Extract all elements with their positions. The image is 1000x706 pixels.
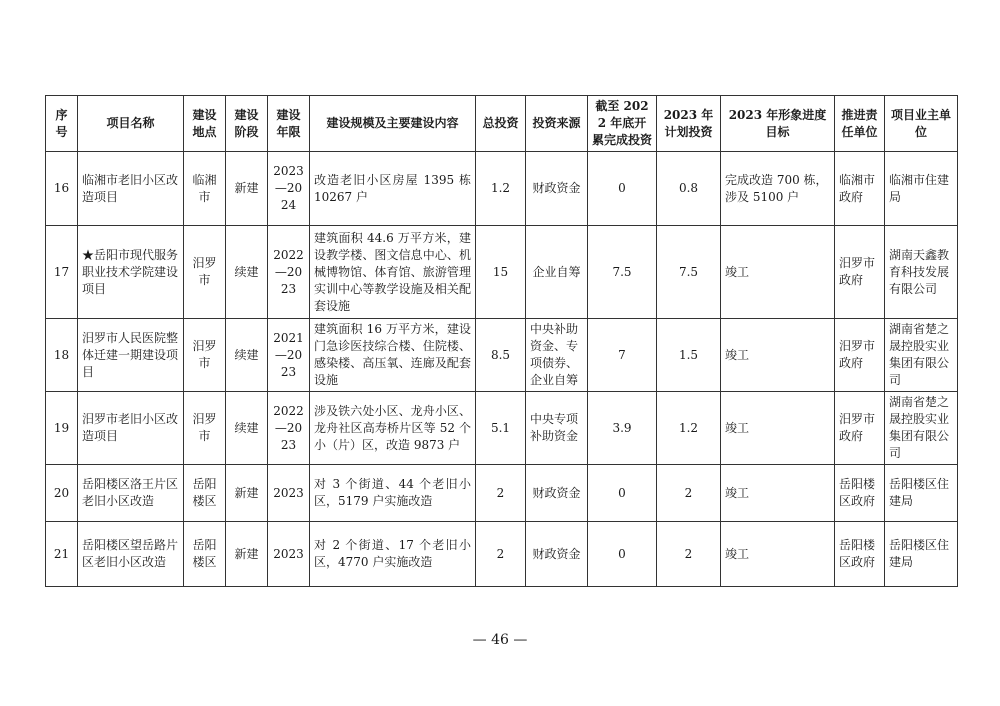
cell-scope: 建筑面积 44.6 万平方米，建设教学楼、图文信息中心、机械博物馆、体育馆、旅游管理实训中心等教学设施及相关配套设施 xyxy=(310,226,476,319)
header-scope: 建设规模及主要建设内容 xyxy=(310,96,476,152)
cell-owner: 湖南省楚之晟控股实业集团有限公司 xyxy=(885,319,958,392)
cell-source: 中央专项补助资金 xyxy=(526,392,588,465)
cell-seq: 20 xyxy=(46,465,78,522)
cell-completed: 0 xyxy=(588,152,657,226)
cell-stage: 新建 xyxy=(226,465,268,522)
cell-name: 岳阳楼区望岳路片区老旧小区改造 xyxy=(78,522,184,587)
cell-name: 临湘市老旧小区改造项目 xyxy=(78,152,184,226)
cell-owner: 湖南省楚之晟控股实业集团有限公司 xyxy=(885,392,958,465)
cell-owner: 湖南天鑫教育科技发展有限公司 xyxy=(885,226,958,319)
cell-completed: 0 xyxy=(588,522,657,587)
cell-seq: 21 xyxy=(46,522,78,587)
cell-seq: 17 xyxy=(46,226,78,319)
cell-source: 财政资金 xyxy=(526,152,588,226)
cell-stage: 续建 xyxy=(226,319,268,392)
header-owner: 项目业主单位 xyxy=(885,96,958,152)
header-completed: 截至 2022 年底开累完成投资 xyxy=(588,96,657,152)
table-row xyxy=(46,226,958,319)
cell-target: 竣工 xyxy=(721,319,835,392)
table-row xyxy=(46,522,958,587)
cell-responsible: 汨罗市政府 xyxy=(835,319,885,392)
cell-responsible: 岳阳楼区政府 xyxy=(835,522,885,587)
cell-owner: 岳阳楼区住建局 xyxy=(885,522,958,587)
cell-location: 汨罗市 xyxy=(184,319,226,392)
cell-name: 汨罗市人民医院整体迁建一期建设项目 xyxy=(78,319,184,392)
cell-plan: 2 xyxy=(657,522,721,587)
cell-total: 5.1 xyxy=(476,392,526,465)
cell-owner: 临湘市住建局 xyxy=(885,152,958,226)
table-row xyxy=(46,465,958,522)
cell-period: 2023—2024 xyxy=(268,152,310,226)
cell-plan: 7.5 xyxy=(657,226,721,319)
cell-name: 汨罗市老旧小区改造项目 xyxy=(78,392,184,465)
cell-plan: 2 xyxy=(657,465,721,522)
cell-name: ★岳阳市现代服务职业技术学院建设项目 xyxy=(78,226,184,319)
cell-responsible: 汨罗市政府 xyxy=(835,392,885,465)
cell-target: 竣工 xyxy=(721,392,835,465)
cell-responsible: 临湘市政府 xyxy=(835,152,885,226)
cell-period: 2022—2023 xyxy=(268,392,310,465)
header-period: 建设年限 xyxy=(268,96,310,152)
cell-completed: 7.5 xyxy=(588,226,657,319)
project-table xyxy=(45,95,958,587)
cell-scope: 涉及铁六处小区、龙舟小区、龙舟社区高寿桥片区等 52 个小（片）区，改造 9873 户 xyxy=(310,392,476,465)
cell-scope: 改造老旧小区房屋 1395 栋 10267 户 xyxy=(310,152,476,226)
cell-seq: 18 xyxy=(46,319,78,392)
cell-source: 企业自筹 xyxy=(526,226,588,319)
cell-period: 2022—2023 xyxy=(268,226,310,319)
table-row xyxy=(46,392,958,465)
cell-completed: 7 xyxy=(588,319,657,392)
cell-period: 2023 xyxy=(268,465,310,522)
header-seq: 序号 xyxy=(46,96,78,152)
cell-source: 财政资金 xyxy=(526,522,588,587)
header-responsible: 推进责任单位 xyxy=(835,96,885,152)
cell-target: 竣工 xyxy=(721,226,835,319)
cell-completed: 0 xyxy=(588,465,657,522)
cell-scope: 对 2 个街道、17 个老旧小区，4770 户实施改造 xyxy=(310,522,476,587)
cell-name: 岳阳楼区洛王片区老旧小区改造 xyxy=(78,465,184,522)
cell-plan: 0.8 xyxy=(657,152,721,226)
header-stage: 建设阶段 xyxy=(226,96,268,152)
cell-scope: 建筑面积 16 万平方米，建设门急诊医技综合楼、住院楼、感染楼、高压氧、连廊及配套设施 xyxy=(310,319,476,392)
cell-total: 2 xyxy=(476,465,526,522)
header-source: 投资来源 xyxy=(526,96,588,152)
cell-owner: 岳阳楼区住建局 xyxy=(885,465,958,522)
cell-plan: 1.5 xyxy=(657,319,721,392)
cell-location: 汨罗市 xyxy=(184,392,226,465)
cell-target: 竣工 xyxy=(721,522,835,587)
cell-total: 15 xyxy=(476,226,526,319)
cell-total: 1.2 xyxy=(476,152,526,226)
cell-location: 汨罗市 xyxy=(184,226,226,319)
cell-scope: 对 3 个街道、44 个老旧小区，5179 户实施改造 xyxy=(310,465,476,522)
cell-stage: 新建 xyxy=(226,522,268,587)
cell-location: 岳阳楼区 xyxy=(184,465,226,522)
page-number: — 46 — xyxy=(472,632,528,648)
cell-stage: 续建 xyxy=(226,392,268,465)
cell-seq: 19 xyxy=(46,392,78,465)
table-header xyxy=(46,96,958,152)
cell-target: 竣工 xyxy=(721,465,835,522)
cell-responsible: 岳阳楼区政府 xyxy=(835,465,885,522)
cell-seq: 16 xyxy=(46,152,78,226)
cell-source: 中央补助资金、专项债券、企业自筹 xyxy=(526,319,588,392)
cell-total: 2 xyxy=(476,522,526,587)
cell-location: 临湘市 xyxy=(184,152,226,226)
cell-location: 岳阳楼区 xyxy=(184,522,226,587)
cell-stage: 续建 xyxy=(226,226,268,319)
header-plan: 2023 年计划投资 xyxy=(657,96,721,152)
table-row xyxy=(46,319,958,392)
cell-total: 8.5 xyxy=(476,319,526,392)
table-row xyxy=(46,152,958,226)
cell-period: 2023 xyxy=(268,522,310,587)
cell-completed: 3.9 xyxy=(588,392,657,465)
cell-stage: 新建 xyxy=(226,152,268,226)
header-target: 2023 年形象进度目标 xyxy=(721,96,835,152)
cell-plan: 1.2 xyxy=(657,392,721,465)
header-name: 项目名称 xyxy=(78,96,184,152)
header-location: 建设地点 xyxy=(184,96,226,152)
cell-source: 财政资金 xyxy=(526,465,588,522)
cell-responsible: 汨罗市政府 xyxy=(835,226,885,319)
cell-target: 完成改造 700 栋，涉及 5100 户 xyxy=(721,152,835,226)
header-total: 总投资 xyxy=(476,96,526,152)
cell-period: 2021—2023 xyxy=(268,319,310,392)
